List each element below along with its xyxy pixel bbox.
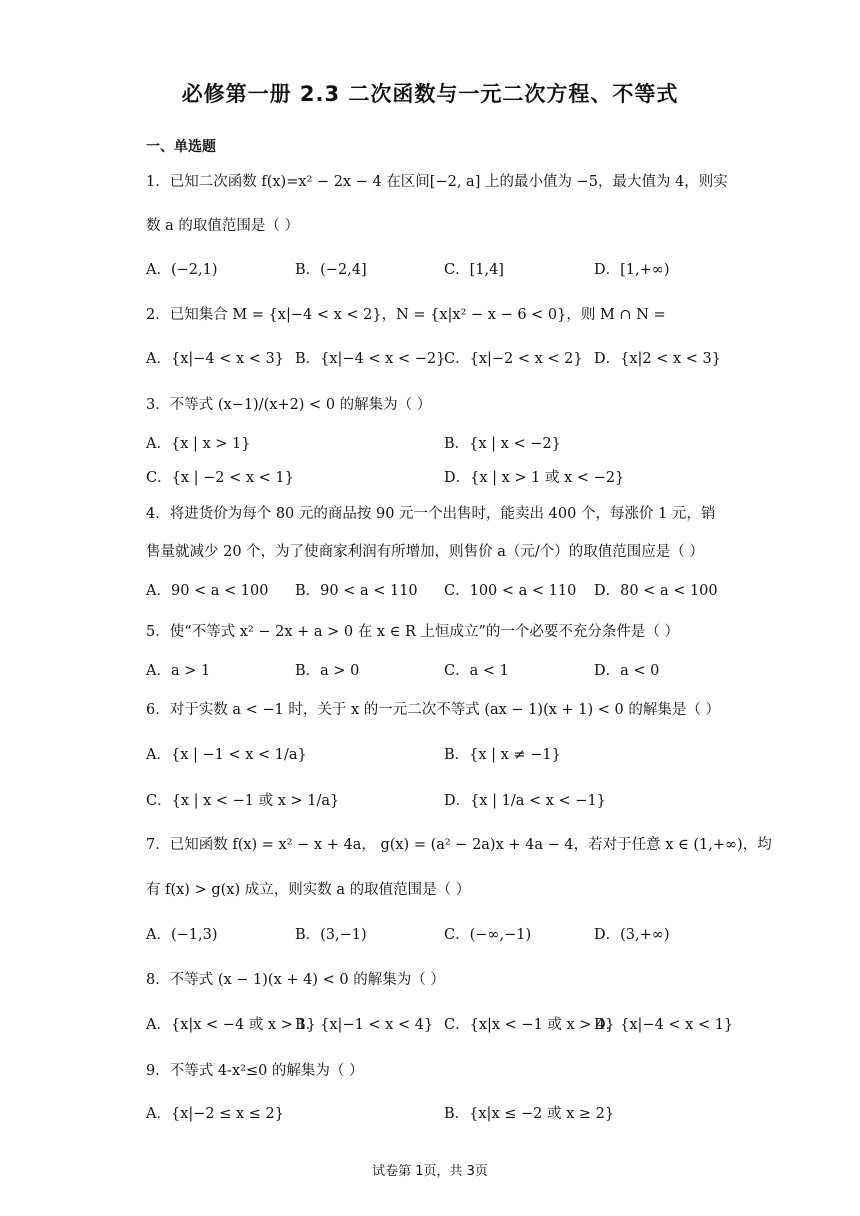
question-3-line-1: 3．不等式 (x−1)/(x+2) < 0 的解集为（ ） bbox=[146, 397, 432, 413]
question-1-line-2: 数 a 的取值范围是（ ） bbox=[146, 218, 299, 234]
question-8-line-1: 8．不等式 (x − 1)(x + 4) < 0 的解集为（ ） bbox=[146, 972, 445, 988]
question-2-line-1: 2．已知集合 M = {x|−4 < x < 2}，N = {x|x² − x − 6 < 0}，则 M ∩ N = bbox=[146, 307, 666, 323]
question-3-option-d: D．{x | x > 1 或 x < −2} bbox=[444, 470, 625, 486]
question-4-line-2: 售量就减少 20 个，为了使商家利润有所增加，则售价 a（元/个）的取值范围应是（ ） bbox=[146, 544, 704, 560]
question-8-option-a: A．{x|x < −4 或 x > 1} bbox=[146, 1017, 316, 1033]
question-7-option-c: C．(−∞,−1) bbox=[444, 927, 532, 943]
question-2-option-b: B．{x|−4 < x < −2} bbox=[295, 351, 446, 367]
question-3-option-a: A．{x | x > 1} bbox=[146, 436, 251, 452]
question-1-option-d: D．[1,+∞) bbox=[594, 262, 670, 278]
question-5-option-d: D．a < 0 bbox=[594, 663, 660, 679]
question-5-option-c: C．a < 1 bbox=[444, 663, 509, 679]
question-4-option-d: D．80 < a < 100 bbox=[594, 583, 718, 599]
question-9-option-a: A．{x|−2 ≤ x ≤ 2} bbox=[146, 1106, 284, 1122]
question-5-option-a: A．a > 1 bbox=[146, 663, 211, 679]
question-9-line-1: 9．不等式 4-x²≤0 的解集为（ ） bbox=[146, 1063, 364, 1079]
question-1-option-b: B．(−2,4] bbox=[295, 262, 367, 278]
question-8-option-c: C．{x|x < −1 或 x > 4} bbox=[444, 1017, 615, 1033]
question-2-option-a: A．{x|−4 < x < 3} bbox=[146, 351, 284, 367]
question-6-option-c: C．{x | x < −1 或 x > 1/a} bbox=[146, 793, 340, 809]
question-4-option-b: B．90 < a < 110 bbox=[295, 583, 418, 599]
question-8-option-b: B．{x|−1 < x < 4} bbox=[295, 1017, 434, 1033]
question-1-line-1: 1．已知二次函数 f(x)=x² − 2x − 4 在区间[−2, a] 上的最小值为 −5，最大值为 4，则实 bbox=[146, 174, 728, 190]
page-title: 必修第一册 2.3 二次函数与一元二次方程、不等式 bbox=[181, 82, 679, 106]
question-3-option-c: C．{x | −2 < x < 1} bbox=[146, 470, 294, 486]
question-5-option-b: B．a > 0 bbox=[295, 663, 360, 679]
question-6-option-a: A．{x | −1 < x < 1/a} bbox=[146, 747, 307, 763]
question-1-option-a: A．(−2,1) bbox=[146, 262, 218, 278]
section-heading: 一、单选题 bbox=[146, 139, 216, 155]
question-2-option-c: C．{x|−2 < x < 2} bbox=[444, 351, 583, 367]
question-7-line-2: 有 f(x) > g(x) 成立，则实数 a 的取值范围是（ ） bbox=[146, 882, 471, 898]
question-2-option-d: D．{x|2 < x < 3} bbox=[594, 351, 722, 367]
question-4-option-a: A．90 < a < 100 bbox=[146, 583, 269, 599]
question-4-option-c: C．100 < a < 110 bbox=[444, 583, 577, 599]
question-5-line-1: 5．使“不等式 x² − 2x + a > 0 在 x ∈ R 上恒成立”的一个必要不充分条件是（ ） bbox=[146, 624, 680, 640]
question-3-option-b: B．{x | x < −2} bbox=[444, 436, 561, 452]
question-1-option-c: C．[1,4] bbox=[444, 262, 504, 278]
question-6-option-b: B．{x | x ≠ −1} bbox=[444, 747, 561, 763]
question-7-option-a: A．(−1,3) bbox=[146, 927, 218, 943]
question-9-option-b: B．{x|x ≤ −2 或 x ≥ 2} bbox=[444, 1106, 615, 1122]
question-7-option-b: B．(3,−1) bbox=[295, 927, 367, 943]
question-6-line-1: 6．对于实数 a < −1 时，关于 x 的一元二次不等式 (ax − 1)(x + 1) < 0 的解集是（ ） bbox=[146, 702, 720, 718]
page-footer: 试卷第 1页，共 3页 bbox=[372, 1164, 488, 1179]
question-7-option-d: D．(3,+∞) bbox=[594, 927, 670, 943]
question-6-option-d: D．{x | 1/a < x < −1} bbox=[444, 793, 606, 809]
question-8-option-d: D．{x|−4 < x < 1} bbox=[594, 1017, 734, 1033]
question-7-line-1: 7．已知函数 f(x) = x² − x + 4a， g(x) = (a² − 2a)x + 4a − 4，若对于任意 x ∈ (1,+∞)，均 bbox=[146, 837, 772, 853]
question-4-line-1: 4．将进货价为每个 80 元的商品按 90 元一个出售时，能卖出 400 个，每涨价 1 元，销 bbox=[146, 506, 716, 522]
